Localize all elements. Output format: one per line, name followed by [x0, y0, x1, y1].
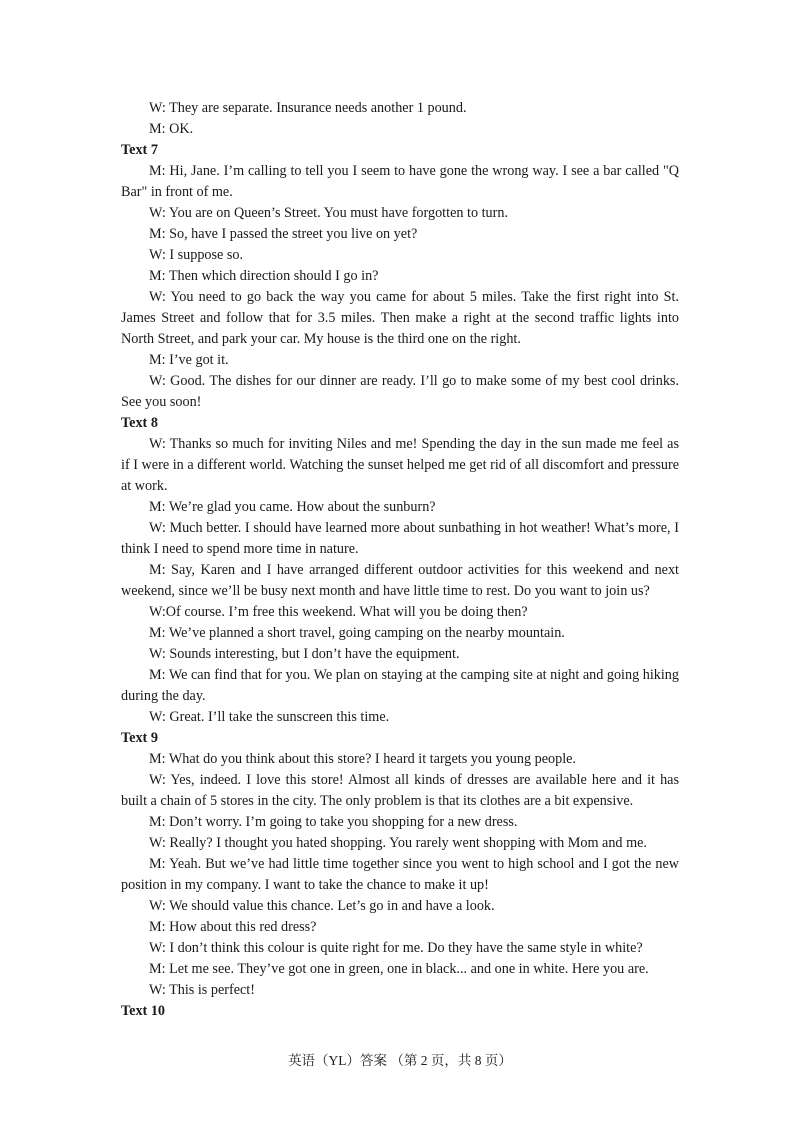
dialogue-line: W: Good. The dishes for our dinner are ready. I’ll go to make some of my best cool drinks. See you soon!: [121, 373, 679, 410]
dialogue-line: M: Then which direction should I go in?: [149, 268, 379, 284]
dialogue-line: W: I suppose so.: [149, 247, 244, 263]
dialogue-line: M: Hi, Jane. I’m calling to tell you I seem to have gone the wrong way. I see a bar called "Q Bar" in front of me.: [121, 163, 679, 200]
dialogue-line: M: So, have I passed the street you live on yet?: [149, 226, 418, 242]
section-heading-text-7: Text 7: [121, 142, 158, 158]
dialogue-line: M: We can find that for you. We plan on staying at the camping site at night and going hiking during the day.: [121, 667, 679, 704]
dialogue-line: M: OK.: [149, 121, 194, 137]
dialogue-line: W: You need to go back the way you came for about 5 miles. Take the first right into St. James Street and follow that for 3.5 miles. Then make a right at the second traffic lights into North Street, and park your car. My house is the third one on the right.: [121, 289, 679, 347]
section-heading-text-10: Text 10: [121, 1003, 166, 1019]
dialogue-line: M: We’ve planned a short travel, going camping on the nearby mountain.: [149, 625, 565, 641]
dialogue-line: M: Yeah. But we’ve had little time together since you went to high school and I got the new position in my company. I want to take the chance to make it up!: [121, 856, 679, 893]
dialogue-line: W: They are separate. Insurance needs another 1 pound.: [149, 100, 467, 116]
section-heading-text-9: Text 9: [121, 730, 158, 746]
transcript-body: [121, 98, 679, 1022]
dialogue-line: W: Much better. I should have learned more about sunbathing in hot weather! What’s more, I think I need to spend more time in nature.: [121, 520, 679, 557]
dialogue-line: W: Really? I thought you hated shopping. You rarely went shopping with Mom and me.: [149, 835, 647, 851]
dialogue-line: W: Thanks so much for inviting Niles and me! Spending the day in the sun made me feel as if I were in a different world. Watching the sunset helped me get rid of all discomfort and pressure at work.: [121, 436, 679, 494]
dialogue-line: W: I don’t think this colour is quite right for me. Do they have the same style in white?: [149, 940, 643, 956]
dialogue-line: W:Of course. I’m free this weekend. What will you be doing then?: [149, 604, 528, 620]
dialogue-line: M: Say, Karen and I have arranged different outdoor activities for this weekend and next weekend, since we’ll be busy next month and have little time to rest. Do you want to join us?: [121, 562, 679, 599]
dialogue-line: M: Don’t worry. I’m going to take you shopping for a new dress.: [149, 814, 518, 830]
dialogue-line: M: Let me see. They’ve got one in green, one in black... and one in white. Here you are.: [149, 961, 649, 977]
dialogue-line: M: I’ve got it.: [149, 352, 229, 368]
page-footer: 英语（YL）答案 （第 2 页，共 8 页）: [288, 1053, 512, 1068]
dialogue-line: W: You are on Queen’s Street. You must have forgotten to turn.: [149, 205, 508, 221]
dialogue-line: W: Great. I’ll take the sunscreen this time.: [149, 709, 390, 725]
dialogue-line: M: We’re glad you came. How about the sunburn?: [149, 499, 436, 515]
dialogue-line: W: Sounds interesting, but I don’t have the equipment.: [149, 646, 460, 662]
dialogue-line: W: This is perfect!: [149, 982, 255, 998]
section-heading-text-8: Text 8: [121, 415, 158, 431]
dialogue-line: M: What do you think about this store? I heard it targets you young people.: [149, 751, 576, 767]
dialogue-line: W: We should value this chance. Let’s go in and have a look.: [149, 898, 495, 914]
dialogue-line: M: How about this red dress?: [149, 919, 317, 935]
dialogue-line: W: Yes, indeed. I love this store! Almost all kinds of dresses are available here and it has built a chain of 5 stores in the city. The only problem is that its clothes are a bit expensive.: [121, 772, 679, 809]
